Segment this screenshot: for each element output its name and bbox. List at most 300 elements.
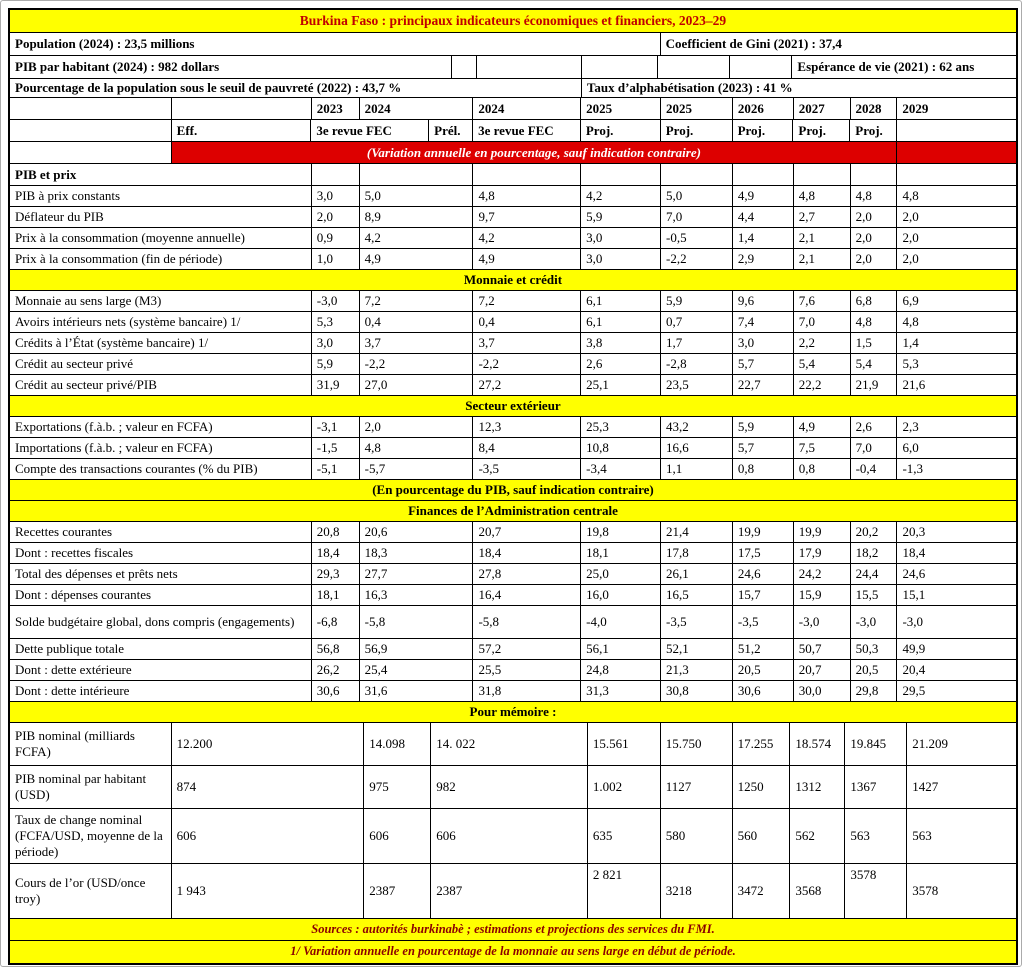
value-cell: 2,3 [902, 419, 919, 435]
row-label: Cours de l’or (USD/once troy) [10, 864, 172, 918]
value-cell: 20,2 [851, 522, 898, 542]
value-cell: 22,2 [794, 375, 851, 395]
value-cell: 3472 [733, 864, 791, 918]
row-label: Prix à la consommation (moyenne annuelle) [10, 228, 312, 248]
info-gini: Coefficient de Gini (2021) : 37,4 [665, 36, 842, 52]
value-cell: 18,1 [312, 585, 360, 605]
value-cell: 4,8 [902, 314, 919, 330]
value-cell: 24,8 [581, 660, 661, 680]
table-row [10, 228, 1016, 249]
value-cell: 2,0 [851, 249, 898, 269]
value-cell: 2,0 [902, 251, 919, 267]
value-cell: 4,9 [360, 249, 474, 269]
scenario-header: Proj. [793, 120, 850, 141]
value-cell: 5,0 [661, 186, 733, 206]
value-cell: 7,5 [794, 438, 851, 458]
value-cell: 50,3 [851, 639, 898, 659]
value-cell: 26,1 [661, 564, 733, 584]
value-cell: -3,5 [473, 459, 581, 479]
value-cell: 1312 [790, 766, 845, 808]
empty-cell [794, 164, 851, 185]
section-band: Secteur extérieur [465, 398, 561, 414]
value-cell: 8,4 [473, 438, 581, 458]
value-cell: -5,7 [360, 459, 474, 479]
table-row [10, 585, 1016, 606]
value-cell: 0,8 [794, 459, 851, 479]
value-cell: 27,2 [473, 375, 581, 395]
table-row [10, 438, 1016, 459]
value-cell: 606 [431, 809, 588, 863]
value-cell: 7,2 [473, 291, 581, 311]
value-cell: 27,7 [360, 564, 474, 584]
table-row [10, 56, 1016, 79]
value-cell: 20,6 [360, 522, 474, 542]
year-header: 2023 [312, 98, 360, 119]
value-cell: 2 821 [588, 864, 661, 918]
value-cell: 0,8 [733, 459, 794, 479]
value-cell: 17,8 [661, 543, 733, 563]
value-cell: 4,8 [902, 188, 919, 204]
value-cell: 43,2 [661, 417, 733, 437]
table-row [10, 120, 1016, 142]
value-cell: 3218 [661, 864, 733, 918]
table-row [10, 522, 1016, 543]
value-cell: 2,0 [312, 207, 360, 227]
value-cell: 21,6 [902, 377, 926, 393]
info-pauvrete: Pourcentage de la population sous le seuil de pauvreté (2022) : 43,7 % [10, 79, 582, 97]
unit-note-spacer [897, 142, 1016, 163]
empty-cell [661, 164, 733, 185]
section-band: Pour mémoire : [469, 704, 557, 720]
value-cell: -3,1 [312, 417, 360, 437]
value-cell: 30,8 [661, 681, 733, 701]
value-cell: 24,2 [794, 564, 851, 584]
empty-cell [897, 120, 1016, 141]
value-cell: 2,1 [794, 249, 851, 269]
value-cell: 7,2 [360, 291, 474, 311]
value-cell: 22,7 [733, 375, 794, 395]
scenario-header: Proj. [661, 120, 733, 141]
value-cell: 9,7 [473, 207, 581, 227]
value-cell: -3,0 [851, 606, 898, 638]
row-label: Dont : recettes fiscales [10, 543, 312, 563]
scenario-header: Eff. [172, 120, 312, 141]
info-pib-par-habitant: PIB par habitant (2024) : 982 dollars [10, 56, 452, 78]
year-header: 2024 [473, 98, 581, 119]
value-cell: 19,9 [794, 522, 851, 542]
table-row [10, 660, 1016, 681]
value-cell: 6,1 [581, 312, 661, 332]
value-cell: -5,8 [360, 606, 474, 638]
value-cell: -3,5 [661, 606, 733, 638]
value-cell: 21,4 [661, 522, 733, 542]
year-header: 2025 [581, 98, 661, 119]
row-label: Avoirs intérieurs nets (système bancaire) 1/ [10, 312, 312, 332]
table-row [10, 333, 1016, 354]
value-cell: 20,5 [733, 660, 794, 680]
value-cell: 17.255 [733, 723, 791, 765]
row-label: Prix à la consommation (fin de période) [10, 249, 312, 269]
table-row [10, 291, 1016, 312]
value-cell: 5,9 [312, 354, 360, 374]
value-cell: 7,4 [733, 312, 794, 332]
section-heading: PIB et prix [10, 164, 312, 185]
year-header: 2025 [661, 98, 733, 119]
value-cell: 1,7 [661, 333, 733, 353]
value-cell: 3,7 [473, 333, 581, 353]
value-cell: 635 [588, 809, 661, 863]
value-cell: 20,4 [902, 662, 926, 678]
value-cell: 4,8 [360, 438, 474, 458]
empty-cell [851, 164, 898, 185]
value-cell: 3,0 [312, 333, 360, 353]
year-header: 2027 [794, 98, 851, 119]
value-cell: 14. 022 [431, 723, 588, 765]
value-cell: 1427 [912, 779, 939, 795]
value-cell: -5,8 [473, 606, 581, 638]
value-cell: 8,9 [360, 207, 474, 227]
footnote: Sources : autorités burkinabè ; estimations et projections des services du FMI. [311, 921, 715, 936]
value-cell: 1,5 [851, 333, 898, 353]
empty-cell [10, 142, 172, 163]
value-cell: 18,3 [360, 543, 474, 563]
scenario-header: Proj. [733, 120, 794, 141]
value-cell: 18.574 [790, 723, 845, 765]
value-cell: 16,0 [581, 585, 661, 605]
table-row [10, 501, 1016, 522]
value-cell: 6,1 [581, 291, 661, 311]
value-cell: 2,0 [902, 209, 919, 225]
value-cell: 31,9 [312, 375, 360, 395]
info-population: Population (2024) : 23,5 millions [10, 33, 661, 55]
value-cell: 30,0 [794, 681, 851, 701]
value-cell: 7,0 [661, 207, 733, 227]
value-cell: 3578 [845, 864, 907, 918]
value-cell: 6,0 [902, 440, 919, 456]
value-cell: 25,1 [581, 375, 661, 395]
value-cell: 15.561 [588, 723, 661, 765]
value-cell: -3,0 [902, 614, 924, 630]
value-cell: 23,5 [661, 375, 733, 395]
year-header: 2028 [851, 98, 898, 119]
value-cell: 975 [364, 766, 431, 808]
value-cell: 25,3 [581, 417, 661, 437]
value-cell: -5,1 [312, 459, 360, 479]
empty-cell [658, 56, 730, 78]
row-label: Exportations (f.à.b. ; valeur en FCFA) [10, 417, 312, 437]
value-cell: 31,8 [473, 681, 581, 701]
value-cell: 5,4 [851, 354, 898, 374]
year-header: 2029 [902, 100, 929, 116]
value-cell: 56,1 [581, 639, 661, 659]
table-row [10, 919, 1016, 941]
table-row [10, 864, 1016, 919]
value-cell: 3,0 [581, 249, 661, 269]
year-header: 2026 [733, 98, 794, 119]
table-row [10, 79, 1016, 98]
value-cell: 10,8 [581, 438, 661, 458]
value-cell: 2,6 [581, 354, 661, 374]
value-cell: 5,3 [902, 356, 919, 372]
indicators-table [8, 8, 1018, 965]
table-title: Burkina Faso : principaux indicateurs économiques et financiers, 2023–29 [299, 12, 727, 28]
value-cell: 19,9 [733, 522, 794, 542]
value-cell: 49,9 [902, 641, 926, 657]
value-cell: 4,8 [851, 312, 898, 332]
empty-cell [582, 56, 658, 78]
row-label: Compte des transactions courantes (% du PIB) [10, 459, 312, 479]
row-label: Crédit au secteur privé/PIB [10, 375, 312, 395]
value-cell: 2,7 [794, 207, 851, 227]
value-cell: 2387 [431, 864, 588, 918]
row-label: Solde budgétaire global, dons compris (engagements) [10, 606, 312, 638]
value-cell: 31,3 [581, 681, 661, 701]
value-cell: 563 [912, 828, 932, 844]
value-cell: 7,6 [794, 291, 851, 311]
value-cell: 4,2 [473, 228, 581, 248]
value-cell: -2,8 [661, 354, 733, 374]
scenario-header: Proj. [850, 120, 897, 141]
table-row [10, 164, 1016, 186]
value-cell: 2,2 [794, 333, 851, 353]
value-cell: 580 [661, 809, 733, 863]
value-cell: 24,6 [733, 564, 794, 584]
value-cell: 4,2 [360, 228, 474, 248]
section-band: Monnaie et crédit [463, 272, 563, 288]
row-label: Dette publique totale [10, 639, 312, 659]
row-label: Déflateur du PIB [10, 207, 312, 227]
value-cell: -2,2 [473, 354, 581, 374]
value-cell: 2,0 [851, 228, 898, 248]
scenario-header: 3e revue FEC [311, 120, 429, 141]
value-cell: 3,7 [360, 333, 474, 353]
empty-cell [730, 56, 793, 78]
value-cell: 2,6 [851, 417, 898, 437]
value-cell: 562 [790, 809, 845, 863]
value-cell: 20,7 [794, 660, 851, 680]
table-row [10, 639, 1016, 660]
empty-cell [473, 164, 581, 185]
table-row [10, 809, 1016, 864]
value-cell: 20,7 [473, 522, 581, 542]
value-cell: 20,3 [902, 524, 926, 540]
value-cell: 1,1 [661, 459, 733, 479]
row-label: Taux de change nominal (FCFA/USD, moyenne de la période) [10, 809, 172, 863]
value-cell: 4,2 [581, 186, 661, 206]
value-cell: 4,9 [794, 417, 851, 437]
scenario-header: Proj. [581, 120, 661, 141]
value-cell: 3568 [790, 864, 845, 918]
value-cell: 4,9 [733, 186, 794, 206]
value-cell: -3,0 [794, 606, 851, 638]
value-cell: 25,0 [581, 564, 661, 584]
value-cell: 14.098 [364, 723, 431, 765]
value-cell: -0,4 [851, 459, 898, 479]
value-cell: 3,8 [581, 333, 661, 353]
value-cell: 606 [172, 809, 365, 863]
value-cell: -4,0 [581, 606, 661, 638]
table-row [10, 312, 1016, 333]
value-cell: 21.209 [912, 736, 948, 752]
value-cell: 1,4 [902, 335, 919, 351]
value-cell: 27,0 [360, 375, 474, 395]
value-cell: 5,7 [733, 438, 794, 458]
table-row [10, 543, 1016, 564]
table-row [10, 207, 1016, 228]
value-cell: 17,5 [733, 543, 794, 563]
empty-cell [10, 98, 172, 119]
value-cell: 2,1 [794, 228, 851, 248]
empty-cell [733, 164, 794, 185]
value-cell: 12.200 [172, 723, 365, 765]
footnote: 1/ Variation annuelle en pourcentage de la monnaie au sens large en début de période. [290, 944, 736, 959]
value-cell: 4,8 [473, 186, 581, 206]
value-cell: 2,0 [360, 417, 474, 437]
value-cell: 0,4 [360, 312, 474, 332]
value-cell: 5,3 [312, 312, 360, 332]
value-cell: 52,1 [661, 639, 733, 659]
value-cell: 56,9 [360, 639, 474, 659]
value-cell: 56,8 [312, 639, 360, 659]
value-cell: 18,4 [902, 545, 926, 561]
table-row [10, 354, 1016, 375]
value-cell: 17,9 [794, 543, 851, 563]
value-cell: -6,8 [312, 606, 360, 638]
value-cell: 15,7 [733, 585, 794, 605]
table-row [10, 270, 1016, 291]
value-cell: -1,5 [312, 438, 360, 458]
value-cell: 5,9 [581, 207, 661, 227]
value-cell: 30,6 [733, 681, 794, 701]
value-cell: 18,4 [312, 543, 360, 563]
row-label: Dont : dette extérieure [10, 660, 312, 680]
table-row [10, 941, 1016, 963]
table-row [10, 459, 1016, 480]
unit-note: (Variation annuelle en pourcentage, sauf indication contraire) [172, 142, 898, 163]
value-cell: 29,5 [902, 683, 926, 699]
value-cell: 1 943 [172, 864, 365, 918]
info-esperance-de-vie: Espérance de vie (2021) : 62 ans [797, 59, 975, 75]
table-row [10, 417, 1016, 438]
value-cell: 57,2 [473, 639, 581, 659]
value-cell: 563 [845, 809, 907, 863]
value-cell: 1,4 [733, 228, 794, 248]
value-cell: 50,7 [794, 639, 851, 659]
value-cell: 982 [431, 766, 588, 808]
table-row [10, 10, 1016, 33]
value-cell: 15.750 [661, 723, 733, 765]
empty-cell [897, 164, 1016, 185]
value-cell: -3,5 [733, 606, 794, 638]
value-cell: 24,4 [851, 564, 898, 584]
table-row [10, 98, 1016, 120]
value-cell: 1250 [733, 766, 791, 808]
value-cell: 27,8 [473, 564, 581, 584]
value-cell: 24,6 [902, 566, 926, 582]
value-cell: 606 [364, 809, 431, 863]
table-row [10, 375, 1016, 396]
table-row [10, 564, 1016, 585]
row-label: Total des dépenses et prêts nets [10, 564, 312, 584]
table-row [10, 33, 1016, 56]
value-cell: 1127 [661, 766, 733, 808]
value-cell: 29,8 [851, 681, 898, 701]
row-label: Recettes courantes [10, 522, 312, 542]
value-cell: -0,5 [661, 228, 733, 248]
value-cell: 9,6 [733, 291, 794, 311]
value-cell: 12,3 [473, 417, 581, 437]
table-row [10, 142, 1016, 164]
value-cell: 3,0 [733, 333, 794, 353]
value-cell: 15,5 [851, 585, 898, 605]
row-label: PIB nominal par habitant (USD) [10, 766, 172, 808]
value-cell: 4,8 [794, 186, 851, 206]
value-cell: 4,9 [473, 249, 581, 269]
row-label: Dont : dépenses courantes [10, 585, 312, 605]
value-cell: 16,3 [360, 585, 474, 605]
value-cell: 3578 [912, 883, 939, 899]
value-cell: 3,0 [581, 228, 661, 248]
value-cell: 19.845 [845, 723, 907, 765]
section-band: Finances de l’Administration centrale [408, 503, 618, 519]
value-cell: 5,0 [360, 186, 474, 206]
value-cell: 2,9 [733, 249, 794, 269]
info-alphabetisation: Taux d’alphabétisation (2023) : 41 % [586, 80, 793, 96]
value-cell: 5,7 [733, 354, 794, 374]
table-row [10, 396, 1016, 417]
value-cell: 6,8 [851, 291, 898, 311]
empty-cell [312, 164, 360, 185]
value-cell: 18,2 [851, 543, 898, 563]
value-cell: 1.002 [588, 766, 661, 808]
value-cell: 5,9 [661, 291, 733, 311]
value-cell: 31,6 [360, 681, 474, 701]
value-cell: 1367 [845, 766, 907, 808]
value-cell: 25,4 [360, 660, 474, 680]
value-cell: 0,9 [312, 228, 360, 248]
value-cell: 874 [172, 766, 365, 808]
value-cell: 16,6 [661, 438, 733, 458]
value-cell: 2387 [364, 864, 431, 918]
table-row [10, 723, 1016, 766]
value-cell: 15,9 [794, 585, 851, 605]
row-label: Importations (f.à.b. ; valeur en FCFA) [10, 438, 312, 458]
value-cell: 21,9 [851, 375, 898, 395]
table-row [10, 606, 1016, 639]
value-cell: 25,5 [473, 660, 581, 680]
value-cell: 16,5 [661, 585, 733, 605]
value-cell: 560 [733, 809, 791, 863]
section-band: (En pourcentage du PIB, sauf indication contraire) [372, 482, 654, 498]
table-row [10, 766, 1016, 809]
empty-cell [10, 120, 172, 141]
row-label: Crédits à l’État (système bancaire) 1/ [10, 333, 312, 353]
value-cell: -3,4 [581, 459, 661, 479]
value-cell: 5,9 [733, 417, 794, 437]
year-header: 2024 [360, 98, 474, 119]
value-cell: 26,2 [312, 660, 360, 680]
value-cell: -2,2 [661, 249, 733, 269]
value-cell: 19,8 [581, 522, 661, 542]
table-row [10, 249, 1016, 270]
value-cell: 1,0 [312, 249, 360, 269]
row-label: Dont : dette intérieure [10, 681, 312, 701]
value-cell: 3,0 [312, 186, 360, 206]
value-cell: 2,0 [902, 230, 919, 246]
value-cell: 2,0 [851, 207, 898, 227]
empty-cell [477, 56, 582, 78]
row-label: Crédit au secteur privé [10, 354, 312, 374]
